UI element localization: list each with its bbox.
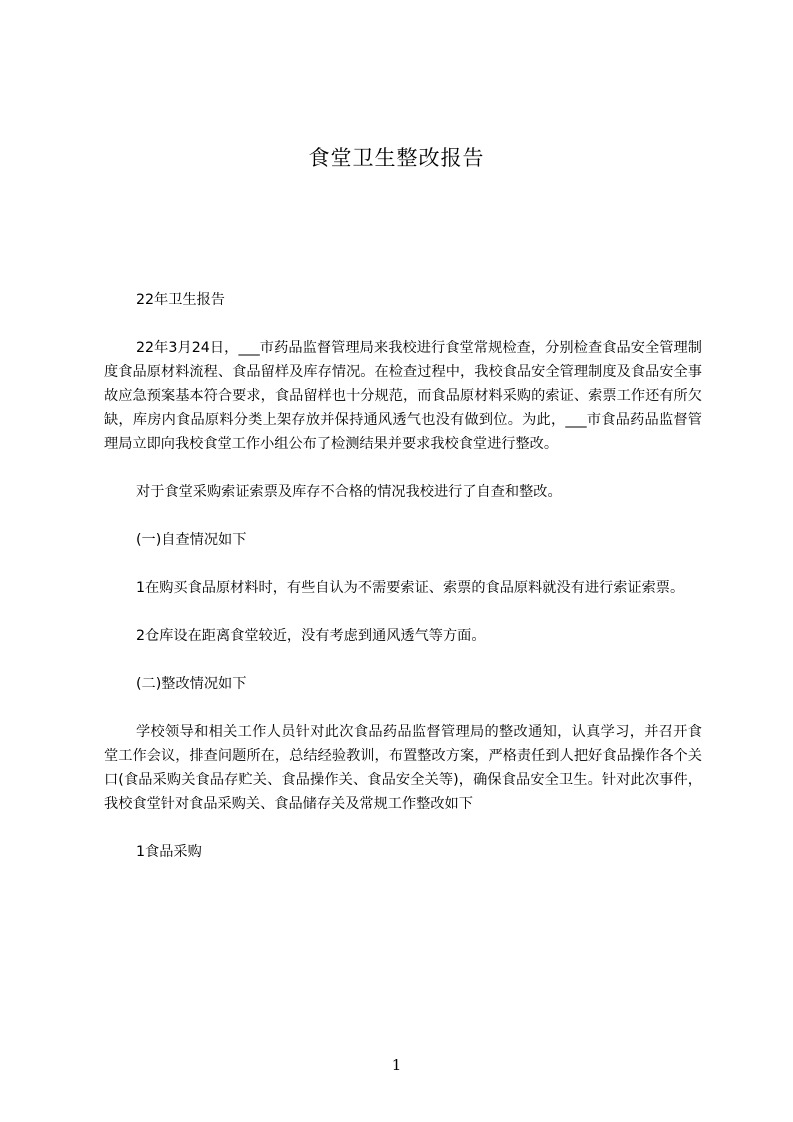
page-number: 1 xyxy=(391,1056,402,1074)
section-heading-self-check: (一)自查情况如下 xyxy=(136,532,247,548)
paragraph-self-check-item-2: 2仓库设在距离食堂较近，没有考虑到通风透气等方面。 xyxy=(136,628,486,644)
document-body xyxy=(104,288,702,864)
document-title: 食堂卫生整改报告 xyxy=(308,146,485,170)
paragraph-report-heading: 22年卫生报告 xyxy=(136,292,225,308)
paragraph-inspection-summary: 22年3月24日，___市药品监督管理局来我校进行食堂常规检查，分别检查食品安全管理制度食品原材料流程、食品留样及库存情况。在检查过程中，我校食品安全管理制度及食品安全事故应急预案基本符合要求，食品留样也十分规范，而食品原材料采购的索证、索票工作还有所欠缺，库房内食品原料分类上架存放并保持通风透气也没有做到位。为此，___市食品药品监督管理局立即向我校食堂工作小组公布了检测结果并要求我校食堂进行整改。 xyxy=(104,340,702,452)
paragraph-self-check-item-1: 1在购买食品原材料时，有些自认为不需要索证、索票的食品原料就没有进行索证索票。 xyxy=(136,580,685,596)
paragraph-self-check-intro: 对于食堂采购索证索票及库存不合格的情况我校进行了自查和整改。 xyxy=(136,484,562,500)
subheading-food-procurement: 1食品采购 xyxy=(136,844,202,860)
section-heading-rectification: (二)整改情况如下 xyxy=(136,676,247,692)
paragraph-rectification-measures: 学校领导和相关工作人员针对此次食品药品监督管理局的整改通知，认真学习，并召开食堂工作会议，排查问题所在，总结经验教训，布置整改方案，严格责任到人把好食品操作各个关口(食品采购关食品存贮关、食品操作关、食品安全关等)，确保食品安全卫生。针对此次事件，我校食堂针对食品采购关、食品储存关及常规工作整改如下 xyxy=(104,724,702,812)
